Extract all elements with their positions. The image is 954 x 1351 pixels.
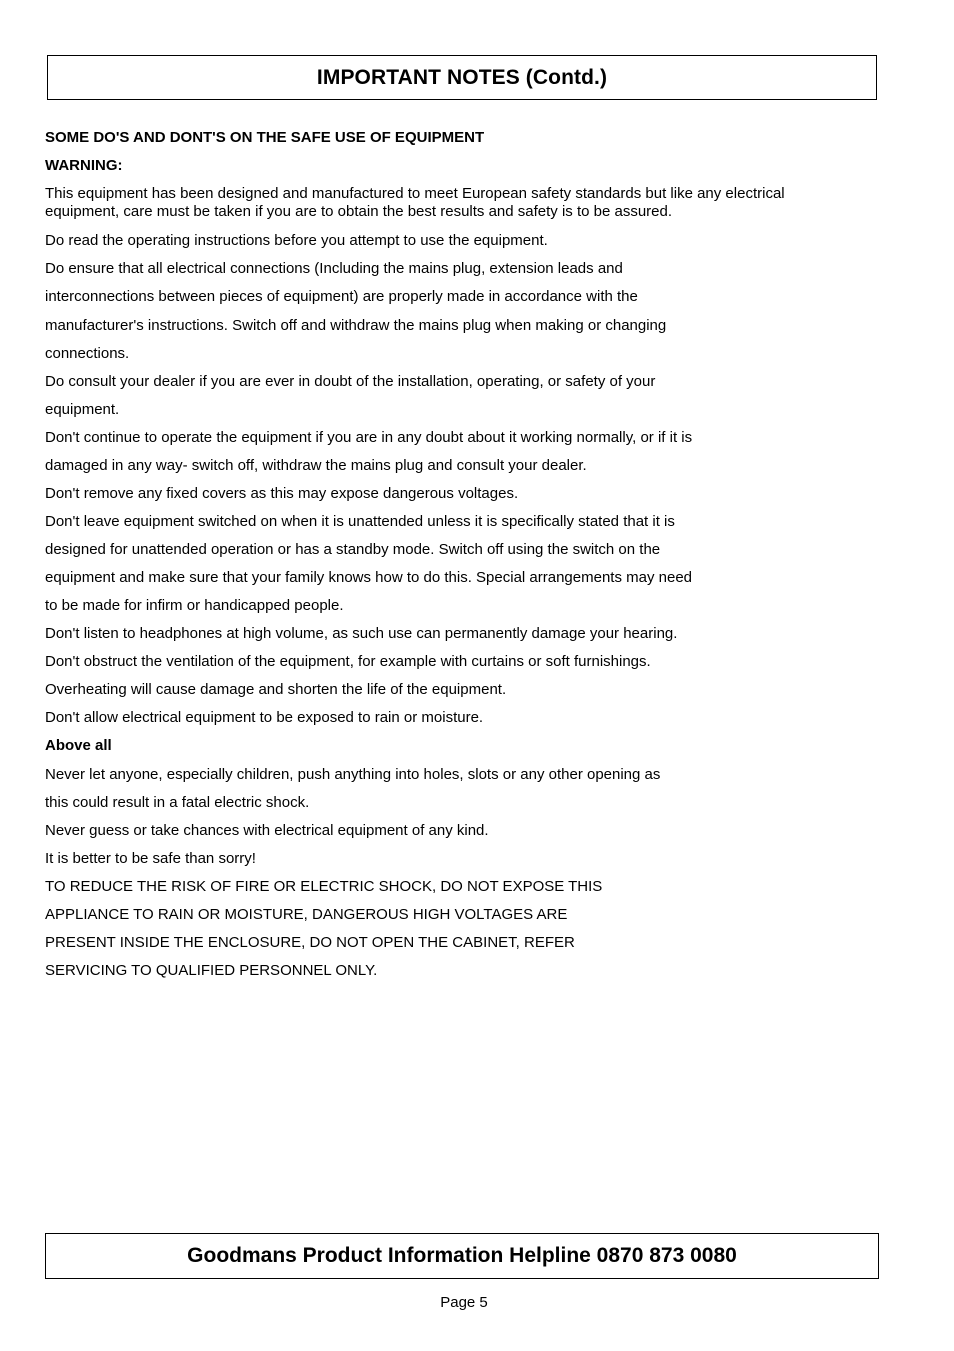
above-all-label: Above all (45, 737, 112, 754)
page-number: Page 5 (440, 1294, 488, 1311)
text-line: Don't allow electrical equipment to be exposed to rain or moisture. (45, 709, 484, 726)
caution-line: TO REDUCE THE RISK OF FIRE OR ELECTRIC SHOCK, DO NOT EXPOSE THIS (45, 878, 603, 895)
text-line: Don't remove any fixed covers as this may expose dangerous voltages. (45, 485, 519, 502)
text-line: It is better to be safe than sorry! (45, 850, 256, 867)
text-line: designed for unattended operation or has a standby mode. Switch off using the switch on the (45, 541, 661, 558)
text-line: Do ensure that all electrical connections (Including the mains plug, extension leads and (45, 260, 623, 277)
text-line: Never guess or take chances with electrical equipment of any kind. (45, 822, 489, 839)
text-line: Don't leave equipment switched on when it is unattended unless it is specifically stated that it is (45, 513, 675, 530)
text-line: Don't continue to operate the equipment if you are in any doubt about it working normally, or if it is (45, 429, 693, 446)
text-line: Never let anyone, especially children, push anything into holes, slots or any other opening as (45, 766, 661, 783)
caution-line: APPLIANCE TO RAIN OR MOISTURE, DANGEROUS HIGH VOLTAGES ARE (45, 906, 568, 923)
section-heading: SOME DO'S AND DONT'S ON THE SAFE USE OF EQUIPMENT (45, 129, 485, 146)
intro-paragraph: This equipment has been designed and manufactured to meet European safety standards but like any electrical equipment, care must be taken if you are to obtain the best results and safety is to be assured. (45, 185, 785, 220)
text-line: connections. (45, 345, 130, 362)
text-line: equipment and make sure that your family knows how to do this. Special arrangements may need (45, 569, 693, 586)
helpline-box (45, 1233, 879, 1279)
text-line: to be made for infirm or handicapped people. (45, 597, 344, 614)
helpline-text: Goodmans Product Information Helpline 0870 873 0080 (187, 1244, 737, 1267)
caution-line: PRESENT INSIDE THE ENCLOSURE, DO NOT OPEN THE CABINET, REFER (45, 934, 575, 951)
page-title: IMPORTANT NOTES (Contd.) (316, 65, 608, 89)
text-line: Do consult your dealer if you are ever in doubt of the installation, operating, or safety of your (45, 373, 656, 390)
text-line: equipment. (45, 401, 120, 418)
text-line: this could result in a fatal electric shock. (45, 794, 310, 811)
text-line: Don't obstruct the ventilation of the equipment, for example with curtains or soft furnishings. (45, 653, 651, 670)
text-line: Do read the operating instructions before you attempt to use the equipment. (45, 232, 548, 249)
text-line: interconnections between pieces of equipment) are properly made in accordance with the (45, 288, 638, 305)
text-line: Don't listen to headphones at high volume, as such use can permanently damage your hearing. (45, 625, 678, 642)
header-box (47, 55, 877, 100)
warning-label: WARNING: (45, 157, 123, 174)
text-line: manufacturer's instructions. Switch off and withdraw the mains plug when making or changing (45, 317, 667, 334)
text-line: damaged in any way- switch off, withdraw the mains plug and consult your dealer. (45, 457, 587, 474)
text-line: Overheating will cause damage and shorten the life of the equipment. (45, 681, 507, 698)
caution-line: SERVICING TO QUALIFIED PERSONNEL ONLY. (45, 962, 378, 979)
